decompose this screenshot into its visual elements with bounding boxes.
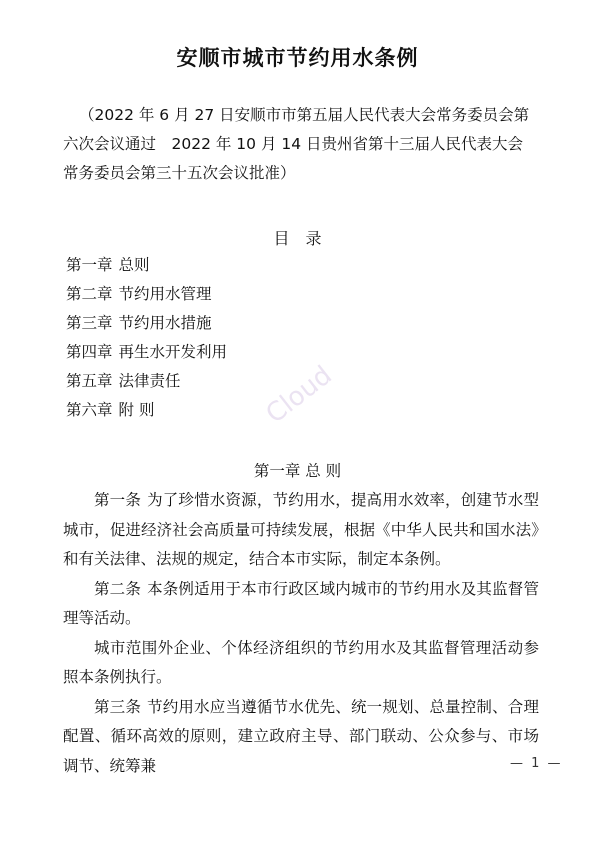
toc-item [66,251,227,280]
article-label: 第一条 [94,491,142,509]
article-list [63,486,539,781]
toc-chapter-title: 总则 [118,256,150,274]
toc-chapter-number: 第五章 [66,372,113,390]
toc-chapter-number: 第一章 [66,256,113,274]
article-text: 城市范围外企业、个体经济组织的节约用水及其监督管理活动参照本条例执行。 [63,638,539,686]
article-label: 第三条 [94,697,142,716]
toc-item [66,280,227,309]
toc-chapter-title: 法律责任 [118,372,181,390]
watermark-logo: Cloud [260,360,338,430]
toc-item [66,338,227,367]
article-paragraph [63,634,539,693]
toc-item [66,367,227,396]
toc-chapter-title: 节约用水措施 [118,314,212,332]
toc-chapter-title: 附 则 [118,401,155,419]
article-text: 节约用水应当遵循节水优先、统一规划、总量控制、合理配置、循环高效的原则，建立政府主导、部门联动、公众参与、市场调节、统筹兼 [63,697,539,775]
article-paragraph [63,575,539,634]
toc-chapter-number: 第六章 [66,401,113,419]
toc-chapter-number: 第三章 [66,314,113,332]
article-text: 为了珍惜水资源，节约用水，提高用水效率，创建节水型城市，促进经济社会高质量可持续发展，根据《中华人民共和国水法》和有关法律、法规的规定，结合本市实际，制定本条例。 [63,491,539,568]
article-text: 本条例适用于本市行政区域内城市的节约用水及其监督管理等活动。 [63,579,539,627]
table-of-contents [66,251,227,425]
document-subtitle: （2022 年 6 月 27 日安顺市市第五届人民代表大会常务委员会第六次会议通过 2022 年 10 月 14 日贵州省第十三届人民代表大会常务委员会第三十五次会议批准） [63,106,530,182]
article-paragraph [63,486,539,575]
article-paragraph [63,693,539,782]
document-title: 安顺市城市节约用水条例 [176,45,419,70]
article-label: 第二条 [94,579,142,598]
toc-heading: 目录 [273,229,338,248]
toc-chapter-number: 第二章 [66,285,113,303]
toc-chapter-title: 再生水开发利用 [118,343,228,361]
toc-item [66,396,227,425]
chapter-heading: 第一章 总 则 [253,462,342,480]
toc-item [66,309,227,338]
toc-chapter-title: 节约用水管理 [118,285,212,303]
toc-chapter-number: 第四章 [66,343,113,361]
page-number: — 1 — [510,756,563,771]
